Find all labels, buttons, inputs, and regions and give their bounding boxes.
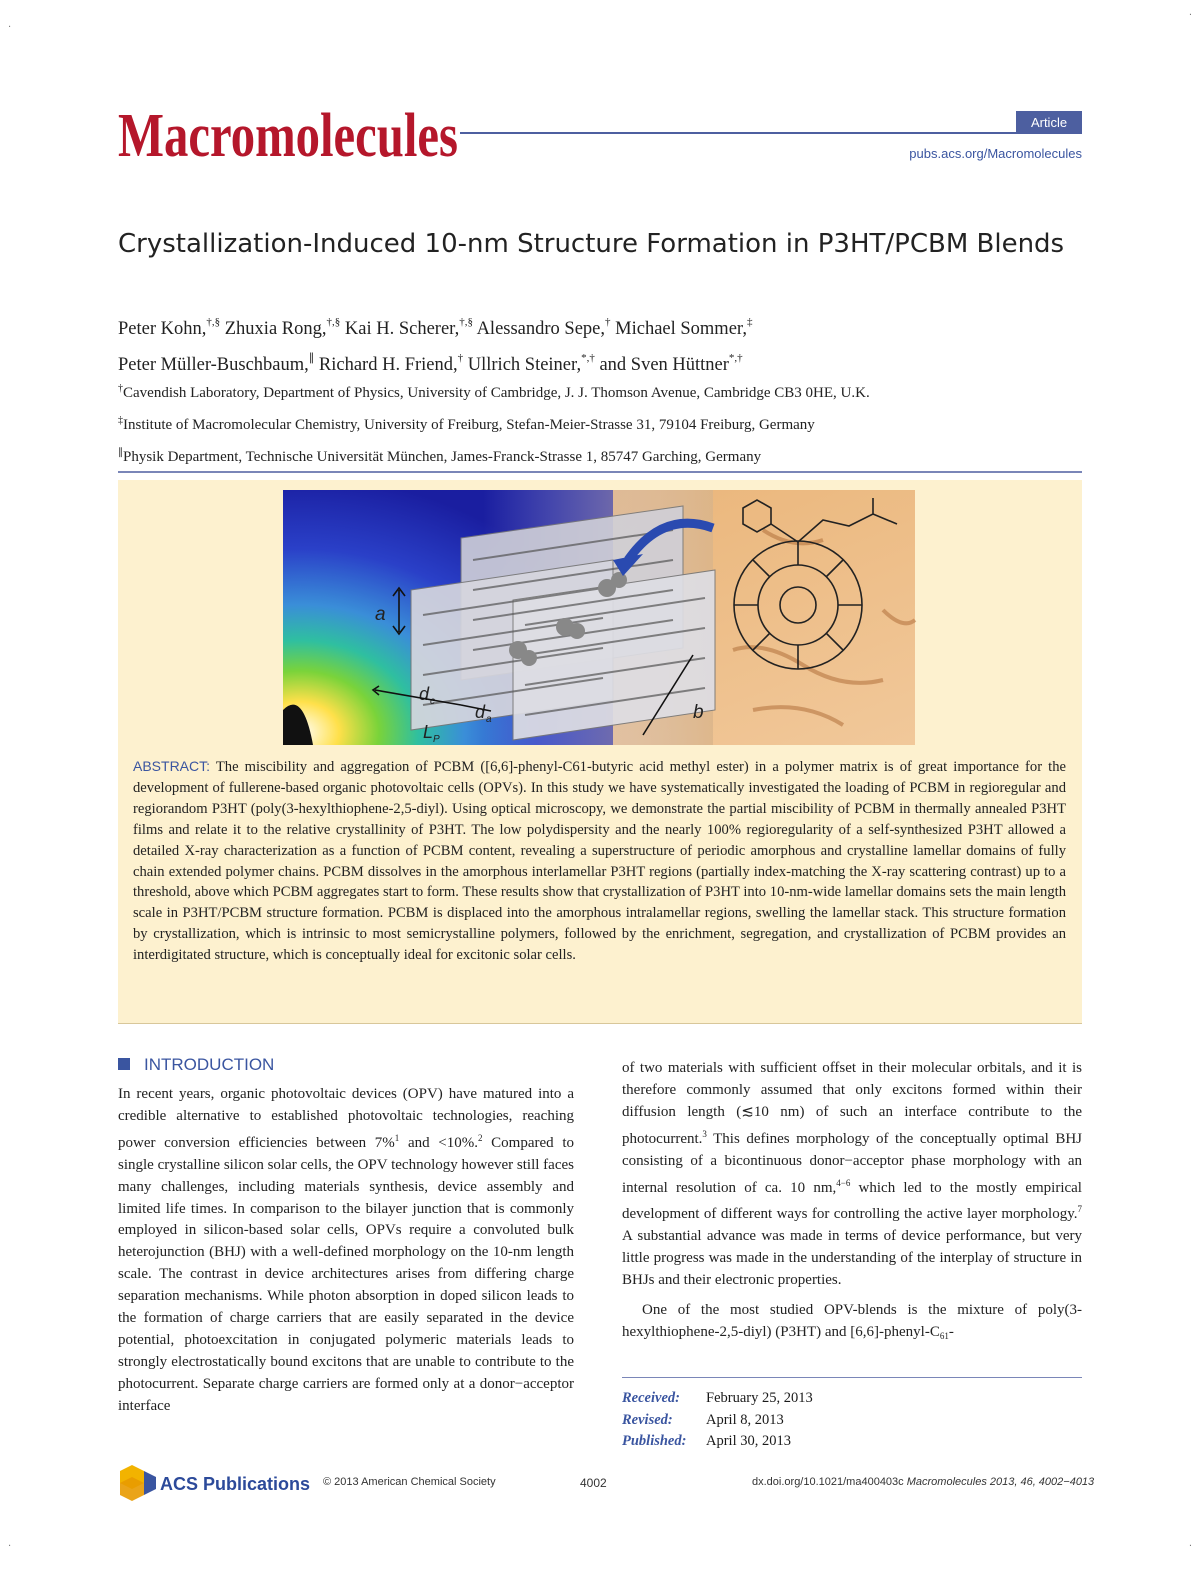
affiliation-mark: † [118,383,123,394]
citation-ref[interactable]: 4−6 [836,1177,851,1188]
abstract-body: The miscibility and aggregation of PCBM ([6,6]-phenyl-C61-butyric acid methyl ester) in a polymer matrix is of great importance for the development of fullerene-based organic photovoltaic cells (OPVs). In this study we have systematically investigated the loading of PCBM in regioregular and regiorandom P3HT (poly(3-hexylthiophene-2,5-diyl). Using optical microscopy, we demonstrate the partial miscibility of PCBM in thermally annealed P3HT films and relate it to the relative crystallinity of P3HT. The low polydispersity and the nearly 100% regioregularity of a self-synthesized P3HT allowed a detailed X-ray characterization as a function of PCBM content, revealing a superstructure of periodic amorphous and crystalline lamellar domains of fully chain extended polymer chains. PCBM dissolves in the amorphous interlamellar P3HT regions (partially index-matching the X-ray scattering contrast) up to a threshold, above which PCBM aggregates start to form. These results show that crystallization of P3HT into 10-nm-wide lamellar domains sets the main length scale in P3HT/PCBM structure formation. PCBM is displaced into the amorphous intralamellar regions, swelling the lamellar stack. This structure formation by crystallization, which is intrinsic to most semicrystalline polymers, followed by the enrichment, segregation, and crystallization of PCBM provides an interdigitated structure, which is conceptually ideal for excitonic solar cells. [133,759,1066,964]
author[interactable]: Zhuxia Rong, [224,319,327,339]
author[interactable]: Richard H. Friend, [318,355,458,375]
author-list [118,308,1078,380]
abstract [133,756,1066,966]
citation-line [752,1476,1094,1488]
abstract-rule [118,471,1082,473]
author-mark: ∥ [308,352,315,364]
date-label: Revised: [622,1411,673,1428]
intro-left-column [118,1084,574,1418]
publisher-name: ACS Publications [160,1474,311,1494]
author[interactable]: and Sven Hüttner [599,355,729,375]
author-mark: † [457,352,464,364]
article-type-badge: Article [1016,111,1082,134]
author[interactable]: Michael Sommer, [615,319,747,339]
author[interactable]: Alessandro Sepe, [476,319,606,339]
journal-url-link[interactable]: pubs.acs.org/Macromolecules [909,146,1082,161]
body-text: and <10%. [399,1134,478,1151]
intro-right-column [622,1058,1082,1348]
body-text: This defines morphology of the conceptually optimal BHJ consisting of a bicontinuous donor−acceptor phase morphology with an internal resolution of ca. 10 nm, [622,1130,1082,1196]
citation-ref[interactable]: 3 [702,1128,707,1139]
label-dc-sub: c [430,696,435,707]
citation-ref[interactable]: 2 [478,1132,483,1143]
label-b: b [693,702,704,723]
crop-mark: · [8,1541,12,1552]
date-label: Received: [622,1390,680,1406]
body-text: In recent years, organic photovoltaic devices (OPV) have matured into a credible alternative to established photovoltaic technologies, reaching power conversion efficiencies between 7% [118,1086,574,1151]
copyright: © 2013 American Chemical Society [323,1476,496,1488]
affiliation-text: Institute of Macromolecular Chemistry, University of Freiburg, Stefan-Meier-Strasse 31, 79104 Freiburg, Germany [123,417,815,433]
affiliation-text: Cavendish Laboratory, Department of Physics, University of Cambridge, J. J. Thomson Avenue, Cambridge CB3 0HE, U.K. [123,385,870,401]
acs-hexagon-icon [120,1465,156,1501]
doi-link[interactable]: dx.doi.org/10.1021/ma400403c [752,1476,904,1488]
crop-mark: · [1188,1541,1192,1552]
date-value: February 25, 2013 [706,1390,813,1406]
label-dc: d [419,684,430,704]
affiliation-mark: ∥ [118,447,123,458]
author-mark: †,§ [326,316,341,328]
affiliation-list [118,375,1098,471]
page-number: 4002 [580,1476,607,1490]
citation-text: Macromolecules 2013, 46, 4002−4013 [906,1476,1095,1488]
label-lp: L [423,722,434,742]
affiliation [118,375,1098,407]
author[interactable]: Peter Kohn, [118,319,207,339]
affiliation-mark: ‡ [118,415,123,426]
body-text: of two materials with sufficient offset in their molecular orbitals, and it is therefore commonly assumed that only excitons formed within their diffusion length (≲10 nm) of such an interface contribute to the photocurrent. [622,1060,1082,1147]
toc-graphic [283,490,915,745]
received-date-row [622,1388,813,1410]
citation-ref[interactable]: 1 [394,1132,400,1143]
author-mark: *,† [581,352,595,364]
acs-publications-logo[interactable] [118,1463,311,1503]
body-text: A substantial advance was made in terms of device performance, but very little progress was made in the understanding of the interplay of structure in BHJs and their electronic properties. [622,1228,1082,1289]
author-mark: † [605,316,611,328]
citation-ref[interactable]: 7 [1077,1204,1082,1215]
paragraph [622,1058,1082,1292]
label-lp-sub: P [433,734,440,745]
affiliation [118,407,1098,439]
journal-name: Macromolecules [118,102,458,170]
author[interactable]: Ullrich Steiner, [467,355,582,375]
date-label: Published: [622,1433,687,1449]
author-mark: ‡ [746,316,753,328]
author[interactable]: Kai H. Scherer, [344,319,460,339]
author[interactable]: Peter Müller-Buschbaum, [118,355,309,375]
author-mark: †,§ [459,316,473,328]
body-text: One of the most studied OPV-blends is the mixture of poly(3-hexylthiophene-2,5-diyl) (P3HT) and [6,6]-phenyl-C [622,1302,1082,1340]
crop-mark: · [8,22,12,33]
label-da: d [475,702,486,722]
section-heading-text: INTRODUCTION [144,1055,275,1074]
abstract-label: ABSTRACT: [133,758,211,774]
body-text: - [948,1323,954,1340]
body-text: which led to the mostly empirical development of different ways for controlling the active layer morphology. [622,1179,1082,1223]
subscript: 61 [939,1330,949,1341]
article-dates [622,1388,813,1453]
crop-mark: · [1188,10,1192,21]
affiliation-text: Physik Department, Technische Universität München, James-Franck-Strasse 1, 85747 Garching, Germany [123,449,762,465]
paragraph [622,1300,1082,1348]
paper-title: Crystallization-Induced 10-nm Structure Formation in P3HT/PCBM Blends [118,229,1065,259]
revised-date-row [622,1410,813,1432]
date-value: April 30, 2013 [706,1433,791,1449]
label-a: a [375,604,386,625]
published-date-row [622,1431,813,1453]
body-text: Compared to single crystalline silicon solar cells, the OPV technology however still faces many challenges, including materials synthesis, device assembly and limited life times. In comparison to the bilayer junction that is commonly employed in silicon-based solar cells, OPVs require a convoluted bulk heterojunction (BHJ) with a well-defined morphology on the 10-nm length scale. The contrast in device architectures arises from differing charge separation mechanisms. While photon absorption in doped silicon leads to the formation of charge carriers that are easily separated in the device potential, photoexcitation in conjugated polymeric materials leads to strongly electrostatically bound excitons that are unable to contribute to the photocurrent. Separate charge carriers are formed only at a donor−acceptor interface [118,1134,574,1414]
journal-logo [118,92,463,174]
author-mark: *,† [728,352,743,364]
date-value: April 8, 2013 [706,1411,784,1428]
affiliation [118,439,1098,471]
header-rule [460,132,1082,134]
author-mark: †,§ [206,316,221,328]
section-square-icon [118,1058,130,1070]
label-da-sub: a [486,714,492,725]
dates-rule [622,1377,1082,1378]
section-heading [118,1055,274,1075]
